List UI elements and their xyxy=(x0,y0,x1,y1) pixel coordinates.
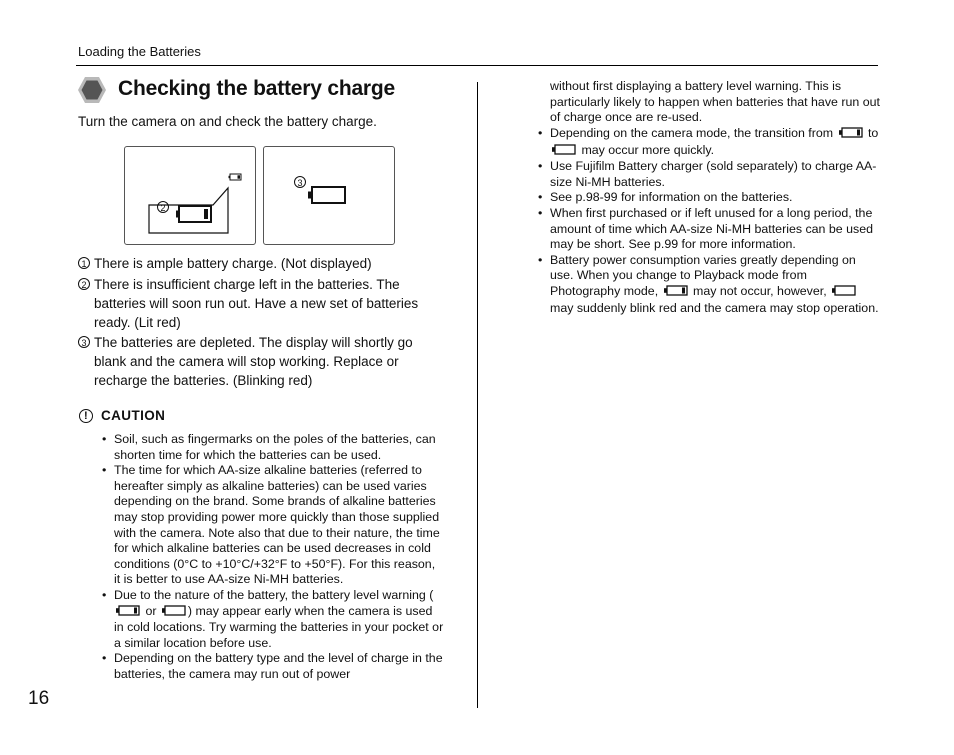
screen-panel-empty-battery xyxy=(263,146,395,245)
page-title: Checking the battery charge xyxy=(118,77,396,100)
text-fragment: may suddenly blink red and the camera may stop operation. xyxy=(550,300,879,315)
caution-icon: ! xyxy=(79,409,93,423)
header-rule xyxy=(76,65,878,66)
text-fragment: may not occur, however, xyxy=(689,283,831,298)
empty-battery-icon xyxy=(308,186,346,209)
notes-list xyxy=(538,126,880,316)
text-fragment: may occur more quickly. xyxy=(578,142,715,157)
column-divider xyxy=(477,82,478,708)
list-item xyxy=(102,588,444,651)
status-item xyxy=(78,254,448,273)
list-item: • When first purchased or if left unused for a long period, the amount of time which AA-size Ni-MH batteries can be used may be short. See p.99 for more information. xyxy=(538,206,880,253)
text-fragment: Due to the nature of the battery, the battery level warning ( xyxy=(114,587,434,602)
continuation-text: without first displaying a battery level warning. This is particularly likely to happen when batteries that have run out of charge once are re-used. xyxy=(550,79,880,125)
hexagon-icon xyxy=(77,76,107,109)
screen-panel-low-battery xyxy=(124,146,256,245)
item-number: 2 xyxy=(78,278,90,290)
status-item xyxy=(78,333,448,390)
list-item: • See p.98-99 for information on the batteries. xyxy=(538,190,880,206)
caution-label: CAUTION xyxy=(101,408,166,423)
list-item: • Use Fujifilm Battery charger (sold separately) to charge AA-size Ni-MH batteries. xyxy=(538,159,880,190)
item-text: The batteries are depleted. The display will shortly go blank and the camera will stop working. Replace or recharge the batteries. (Blinking red) xyxy=(94,335,413,388)
item-number: 3 xyxy=(78,336,90,348)
low-battery-icon xyxy=(176,205,212,228)
text-fragment: Depending on the camera mode, the transition from xyxy=(550,126,837,140)
item-text: There is ample battery charge. (Not displayed) xyxy=(94,256,372,271)
item-text: There is insufficient charge left in the batteries. The batteries will soon run out. Have a new set of batteries ready. (Lit red) xyxy=(94,276,419,330)
text-fragment: or xyxy=(142,603,160,618)
empty-battery-icon xyxy=(162,605,186,621)
text-fragment: Battery power consumption varies greatly depending on use. When you change to Playback mode from Photography mode, xyxy=(550,252,856,298)
low-battery-icon xyxy=(664,285,688,301)
page-number: 16 xyxy=(28,688,50,709)
text-fragment: to xyxy=(864,126,879,140)
marker-2: 2 xyxy=(157,201,169,213)
empty-battery-icon xyxy=(552,144,576,160)
list-item: • Depending on the battery type and the level of charge in the batteries, the camera may run out of power xyxy=(102,651,444,682)
status-item xyxy=(78,275,448,332)
list-item: • Soil, such as fingermarks on the poles of the batteries, can shorten time for which the batteries can be used. xyxy=(102,432,444,463)
text-fragment: ) may appear early when the camera is used in cold locations. Try warming the batteries in your pocket or a similar location before use. xyxy=(114,603,444,650)
low-battery-icon xyxy=(839,127,863,143)
intro-text: Turn the camera on and check the battery charge. xyxy=(78,114,377,129)
caution-list xyxy=(102,432,444,683)
list-item xyxy=(538,253,880,316)
empty-battery-icon xyxy=(832,285,856,301)
list-item xyxy=(538,126,880,159)
running-header: Loading the Batteries xyxy=(78,44,201,59)
marker-3: 3 xyxy=(294,176,306,188)
caution-heading xyxy=(79,408,165,423)
item-number: 1 xyxy=(78,257,90,269)
low-battery-icon xyxy=(116,605,140,621)
status-list xyxy=(78,254,448,392)
list-item: • The time for which AA-size alkaline batteries (referred to hereafter simply as alkaline batteries) can be used varies depending on the brand. Some brands of alkaline batteries may stop providing power more quickly than those supplied with the camera. Note also that due to their nature, the time for which alkaline batteries can be used decreases in cold conditions (0°C to +10°C/+32°F to +50°F). For this reason, it is better to use AA-size Ni-MH batteries. xyxy=(102,463,444,588)
